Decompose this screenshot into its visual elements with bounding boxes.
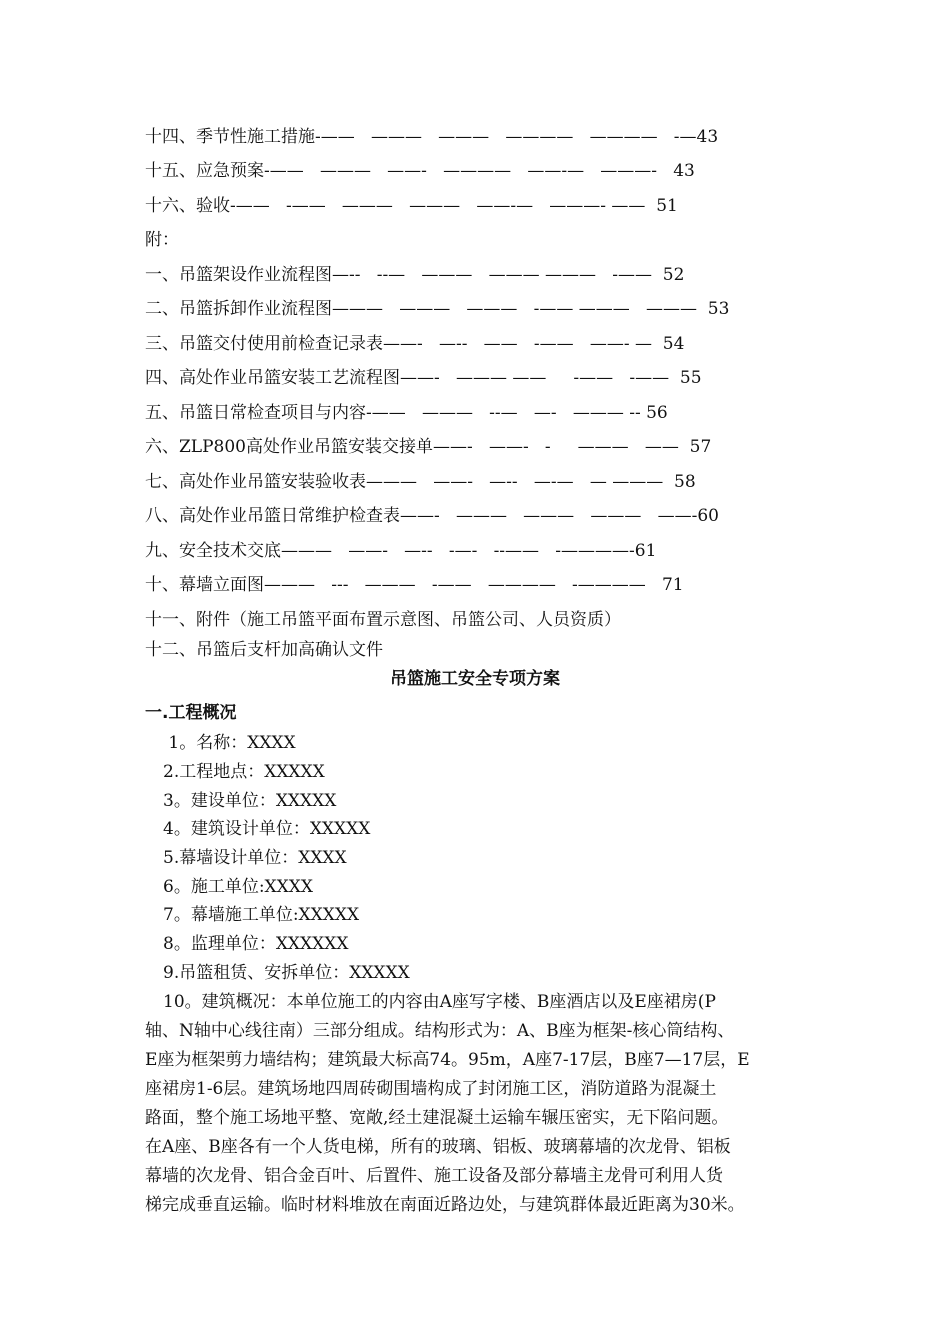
toc-entry-appendix-11: 十一、附件（施工吊篮平面布置示意图、吊篮公司、人员资质） <box>145 610 621 630</box>
toc-entry-appendix-7: 七、高处作业吊篮安装验收表——— ——- —-- —-— — ——— 58 <box>145 472 696 492</box>
section-heading-overview: 一.工程概况 <box>145 703 237 723</box>
overview-paragraph-line: 梯完成垂直运输。临时材料堆放在南面近路边处，与建筑群体最近距离为30米。 <box>145 1195 745 1215</box>
overview-paragraph-line: 路面，整个施工场地平整、宽敞,经土建混凝土运输车辗压密实，无下陷问题。 <box>145 1108 729 1128</box>
overview-paragraph-line: 10。建筑概况：本单位施工的内容由A座写字楼、B座酒店以及E座裙房(P <box>163 992 716 1012</box>
toc-entry-appendix-12: 十二、吊篮后支杆加高确认文件 <box>145 640 383 660</box>
toc-entry-appendix-8: 八、高处作业吊篮日常维护检查表——- ——— ——— ——— ——-60 <box>145 506 719 526</box>
document-title: 吊篮施工安全专项方案 <box>390 669 560 689</box>
toc-entry-appendix-1: 一、吊篮架设作业流程图—-- --— ——— ——— ——— -—— 52 <box>145 265 685 285</box>
overview-item-gondola-rental: 9.吊篮租赁、安拆单位：XXXXX <box>163 963 410 983</box>
toc-entry-14: 十四、季节性施工措施-—— ——— ——— ———— ———— -—43 <box>145 127 719 147</box>
overview-paragraph-line: E座为框架剪力墙结构；建筑最大标高74。95m，A座7-17层，B座7—17层，E <box>145 1050 750 1070</box>
toc-entry-appendix-4: 四、高处作业吊篮安装工艺流程图——- ——— —— -—— -—— 55 <box>145 368 702 388</box>
toc-appendix-label: 附： <box>145 230 179 250</box>
overview-paragraph-line: 幕墙的次龙骨、铝合金百叶、后置件、施工设备及部分幕墙主龙骨可利用人货 <box>145 1166 723 1186</box>
overview-paragraph-line: 座裙房1-6层。建筑场地四周砖砌围墙构成了封闭施工区，消防道路为混凝土 <box>145 1079 717 1099</box>
toc-entry-appendix-3: 三、吊篮交付使用前检查记录表——- —-- —— -—— ——- — 54 <box>145 334 685 354</box>
toc-entry-16: 十六、验收-—— -—— ——— ——— ——-— ———- —— 51 <box>145 196 678 216</box>
overview-item-location: 2.工程地点：XXXXX <box>163 762 325 782</box>
overview-paragraph-line: 轴、N轴中心线往南）三部分组成。结构形式为：A、B座为框架-核心筒结构、 <box>145 1021 735 1041</box>
toc-entry-appendix-10: 十、幕墙立面图——— --- ——— -—— ———— -———— 71 <box>145 575 684 595</box>
overview-item-contractor: 6。施工单位:XXXX <box>163 877 313 897</box>
toc-entry-15: 十五、应急预案-—— ——— ——- ———— ——-— ———- 43 <box>145 161 695 181</box>
overview-item-architect: 4。建筑设计单位：XXXXX <box>163 819 371 839</box>
overview-item-name: 1。名称：XXXX <box>163 733 296 753</box>
overview-item-supervisor: 8。监理单位：XXXXXX <box>163 934 349 954</box>
overview-paragraph-line: 在A座、B座各有一个人货电梯，所有的玻璃、铝板、玻璃幕墙的次龙骨、铝板 <box>145 1137 731 1157</box>
toc-entry-appendix-9: 九、安全技术交底——— ——- —-- -—- --—— -————-61 <box>145 541 657 561</box>
toc-entry-appendix-2: 二、吊篮拆卸作业流程图——— ——— ——— -—— ——— ——— 53 <box>145 299 730 319</box>
toc-entry-appendix-5: 五、吊篮日常检查项目与内容-—— ——— --— —- ——— -- 56 <box>145 403 668 423</box>
toc-entry-appendix-6: 六、ZLP800高处作业吊篮安装交接单——- ——- - ——— —— 57 <box>145 437 712 457</box>
overview-item-curtainwall-designer: 5.幕墙设计单位：XXXX <box>163 848 347 868</box>
overview-item-curtainwall-contractor: 7。幕墙施工单位:XXXXX <box>163 905 360 925</box>
overview-item-owner: 3。建设单位：XXXXX <box>163 791 337 811</box>
